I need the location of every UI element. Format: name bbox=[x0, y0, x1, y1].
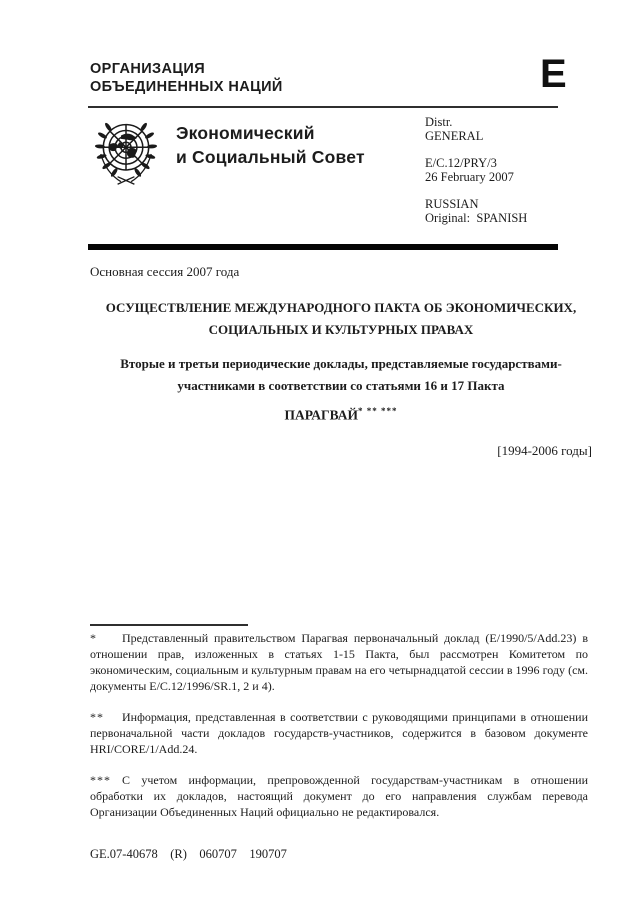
report-period: [1994-2006 годы] bbox=[497, 443, 592, 458]
footnote-1 bbox=[90, 630, 588, 694]
footnote-1-text: Представленный правительством Парагвая первоначальный доклад (E/1990/5/Add.23) в отношении прав, изложенных в статьях 1-15 Пакта, был рассмотрен Комитетом по экономическим, социальным и культурным правам на его четырнадцатой сессии в 1996 году (см. документы E/C.12/1996/SR.1, 2 и 4). bbox=[90, 631, 588, 693]
footnote-2 bbox=[90, 709, 588, 757]
registry-footer: GE.07-40678 (R) 060707 190707 bbox=[90, 847, 287, 861]
document-original-language: Original: SPANISH bbox=[425, 211, 528, 225]
country-heading bbox=[90, 406, 592, 424]
org-name bbox=[90, 60, 283, 96]
footnote-separator-rule bbox=[90, 624, 248, 626]
council-name-line2: и Социальный Совет bbox=[176, 147, 365, 167]
document-date: 26 February 2007 bbox=[425, 170, 514, 184]
footnote-3-text: С учетом информации, препровожденной государствам-участникам в отношении обработки их докладов, настоящий документ до его направления службам перевода Организации Объединенных Наций официально не редактировался. bbox=[90, 773, 588, 819]
footnote-3 bbox=[90, 772, 588, 820]
footnote-2-marker: ** bbox=[90, 710, 104, 724]
document-subtitle-line1: Вторые и третьи периодические доклады, представляемые государствами- bbox=[120, 356, 562, 371]
distribution-block bbox=[425, 115, 527, 238]
document-series-letter: E bbox=[540, 52, 567, 96]
org-name-line2: ОБЪЕДИНЕННЫХ НАЦИЙ bbox=[90, 79, 283, 95]
country-name: ПАРАГВАЙ bbox=[284, 407, 358, 423]
distr-label: Distr. bbox=[425, 115, 453, 129]
distr-value: GENERAL bbox=[425, 129, 484, 143]
org-name-line1: ОРГАНИЗАЦИЯ bbox=[90, 61, 206, 77]
council-name-line1: Экономический bbox=[176, 123, 315, 143]
document-subtitle bbox=[90, 353, 592, 397]
country-footnote-refs: * ** *** bbox=[358, 406, 398, 416]
document-title bbox=[90, 297, 592, 341]
document-subtitle-line2: участниками в соответствии со статьями 16 и 17 Пакта bbox=[177, 378, 505, 393]
document-symbol: E/C.12/PRY/3 bbox=[425, 156, 497, 170]
masthead-rule bbox=[88, 106, 558, 108]
footnote-1-marker: * bbox=[90, 631, 97, 645]
council-name bbox=[176, 121, 365, 169]
footnote-2-text: Информация, представленная в соответствии с руководящими принципами в отношении первоначальной части докладов государств-участников, содержится в базовом документе HRI/CORE/1/Add.24. bbox=[90, 710, 588, 756]
document-title-line2: СОЦИАЛЬНЫХ И КУЛЬТУРНЫХ ПРАВАХ bbox=[208, 322, 474, 337]
document-title-line1: ОСУЩЕСТВЛЕНИЕ МЕЖДУНАРОДНОГО ПАКТА ОБ ЭКОНОМИЧЕСКИХ, bbox=[105, 300, 577, 315]
document-language: RUSSIAN bbox=[425, 197, 479, 211]
footnote-3-marker: *** bbox=[90, 773, 111, 787]
session-line: Основная сессия 2007 года bbox=[90, 264, 240, 279]
footnotes-section bbox=[90, 630, 588, 835]
un-emblem-icon bbox=[84, 116, 168, 192]
masthead-black-bar bbox=[88, 244, 558, 250]
